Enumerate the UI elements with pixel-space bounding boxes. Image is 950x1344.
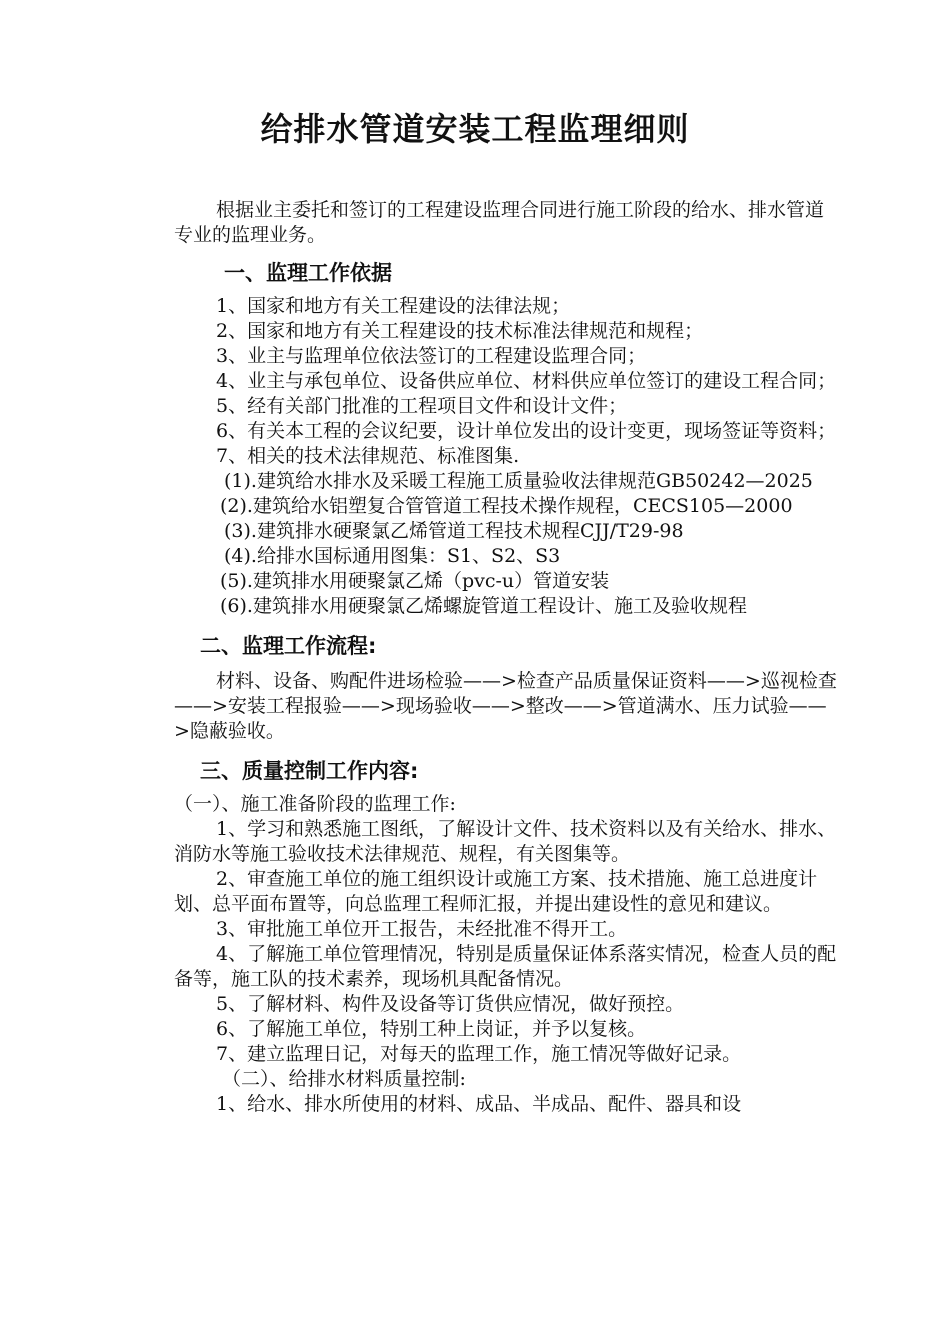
basis-item: 7、相关的技术法律规范、标准图集. — [216, 445, 520, 467]
basis-item: 1、国家和地方有关工程建设的法律法规； — [216, 295, 571, 317]
intro-paragraph: 根据业主委托和签订的工程建设监理合同进行施工阶段的给水、排水管道专业的监理业务。 — [174, 199, 825, 246]
section-heading-basis: 一、监理工作依据 — [224, 261, 392, 285]
preparation-item: 7、建立监理日记，对每天的监理工作，施工情况等做好记录。 — [216, 1043, 742, 1065]
materials-item: 1、给水、排水所使用的材料、成品、半成品、配件、器具和设 — [216, 1093, 742, 1115]
workflow-paragraph: 材料、设备、购配件进场检验——>检查产品质量保证资料——>巡视检查——>安装工程报验——>现场验收——>整改——>管道满水、压力试验——>隐蔽验收。 — [174, 670, 837, 742]
standard-item: (4).给排水国标通用图集：S1、S2、S3 — [224, 545, 561, 567]
standard-item: (1).建筑给水排水及采暖工程施工质量验收法律规范GB50242—2025 — [224, 470, 813, 492]
standard-item: (2).建筑给水铝塑复合管管道工程技术操作规程，CECS105—2000 — [220, 495, 793, 517]
subsection-heading-materials: （二）、给排水材料质量控制: — [222, 1068, 466, 1090]
preparation-item: 3、审批施工单位开工报告，未经批准不得开工。 — [216, 918, 628, 940]
section-heading-workflow: 二、监理工作流程: — [200, 634, 377, 658]
document-title: 给排水管道安装工程监理细则 — [260, 110, 690, 148]
basis-item: 6、有关本工程的会议纪要，设计单位发出的设计变更，现场签证等资料； — [216, 420, 837, 442]
preparation-item: 4、了解施工单位管理情况，特别是质量保证体系落实情况，检查人员的配备等，施工队的技术素养，现场机具配备情况。 — [174, 943, 837, 990]
standard-item: (6).建筑排水用硬聚氯乙烯螺旋管道工程设计、施工及验收规程 — [220, 595, 747, 617]
standard-item: (3).建筑排水硬聚氯乙烯管道工程技术规程CJJ/T29-98 — [224, 520, 684, 542]
preparation-item: 5、了解材料、构件及设备等订货供应情况，做好预控。 — [216, 993, 685, 1015]
subsection-heading-preparation: （一）、施工准备阶段的监理工作: — [174, 793, 456, 815]
preparation-item: 1、学习和熟悉施工图纸，了解设计文件、技术资料以及有关给水、排水、消防水等施工验收技术法律规范、规程，有关图集等。 — [174, 818, 837, 865]
basis-item: 2、国家和地方有关工程建设的技术标准法律规范和规程； — [216, 320, 704, 342]
basis-item: 3、业主与监理单位依法签订的工程建设监理合同； — [216, 345, 647, 367]
basis-item: 4、业主与承包单位、设备供应单位、材料供应单位签订的建设工程合同； — [216, 370, 837, 392]
standard-item: (5).建筑排水用硬聚氯乙烯（pvc-u）管道安装 — [220, 570, 610, 592]
preparation-item: 2、审查施工单位的施工组织设计或施工方案、技术措施、施工总进度计划、总平面布置等，向总监理工程师汇报，并提出建设性的意见和建议。 — [174, 868, 818, 915]
section-heading-quality: 三、质量控制工作内容: — [200, 759, 419, 783]
preparation-item: 6、了解施工单位，特别工种上岗证，并予以复核。 — [216, 1018, 647, 1040]
basis-item: 5、经有关部门批准的工程项目文件和设计文件； — [216, 395, 628, 417]
document-body — [174, 198, 838, 1117]
